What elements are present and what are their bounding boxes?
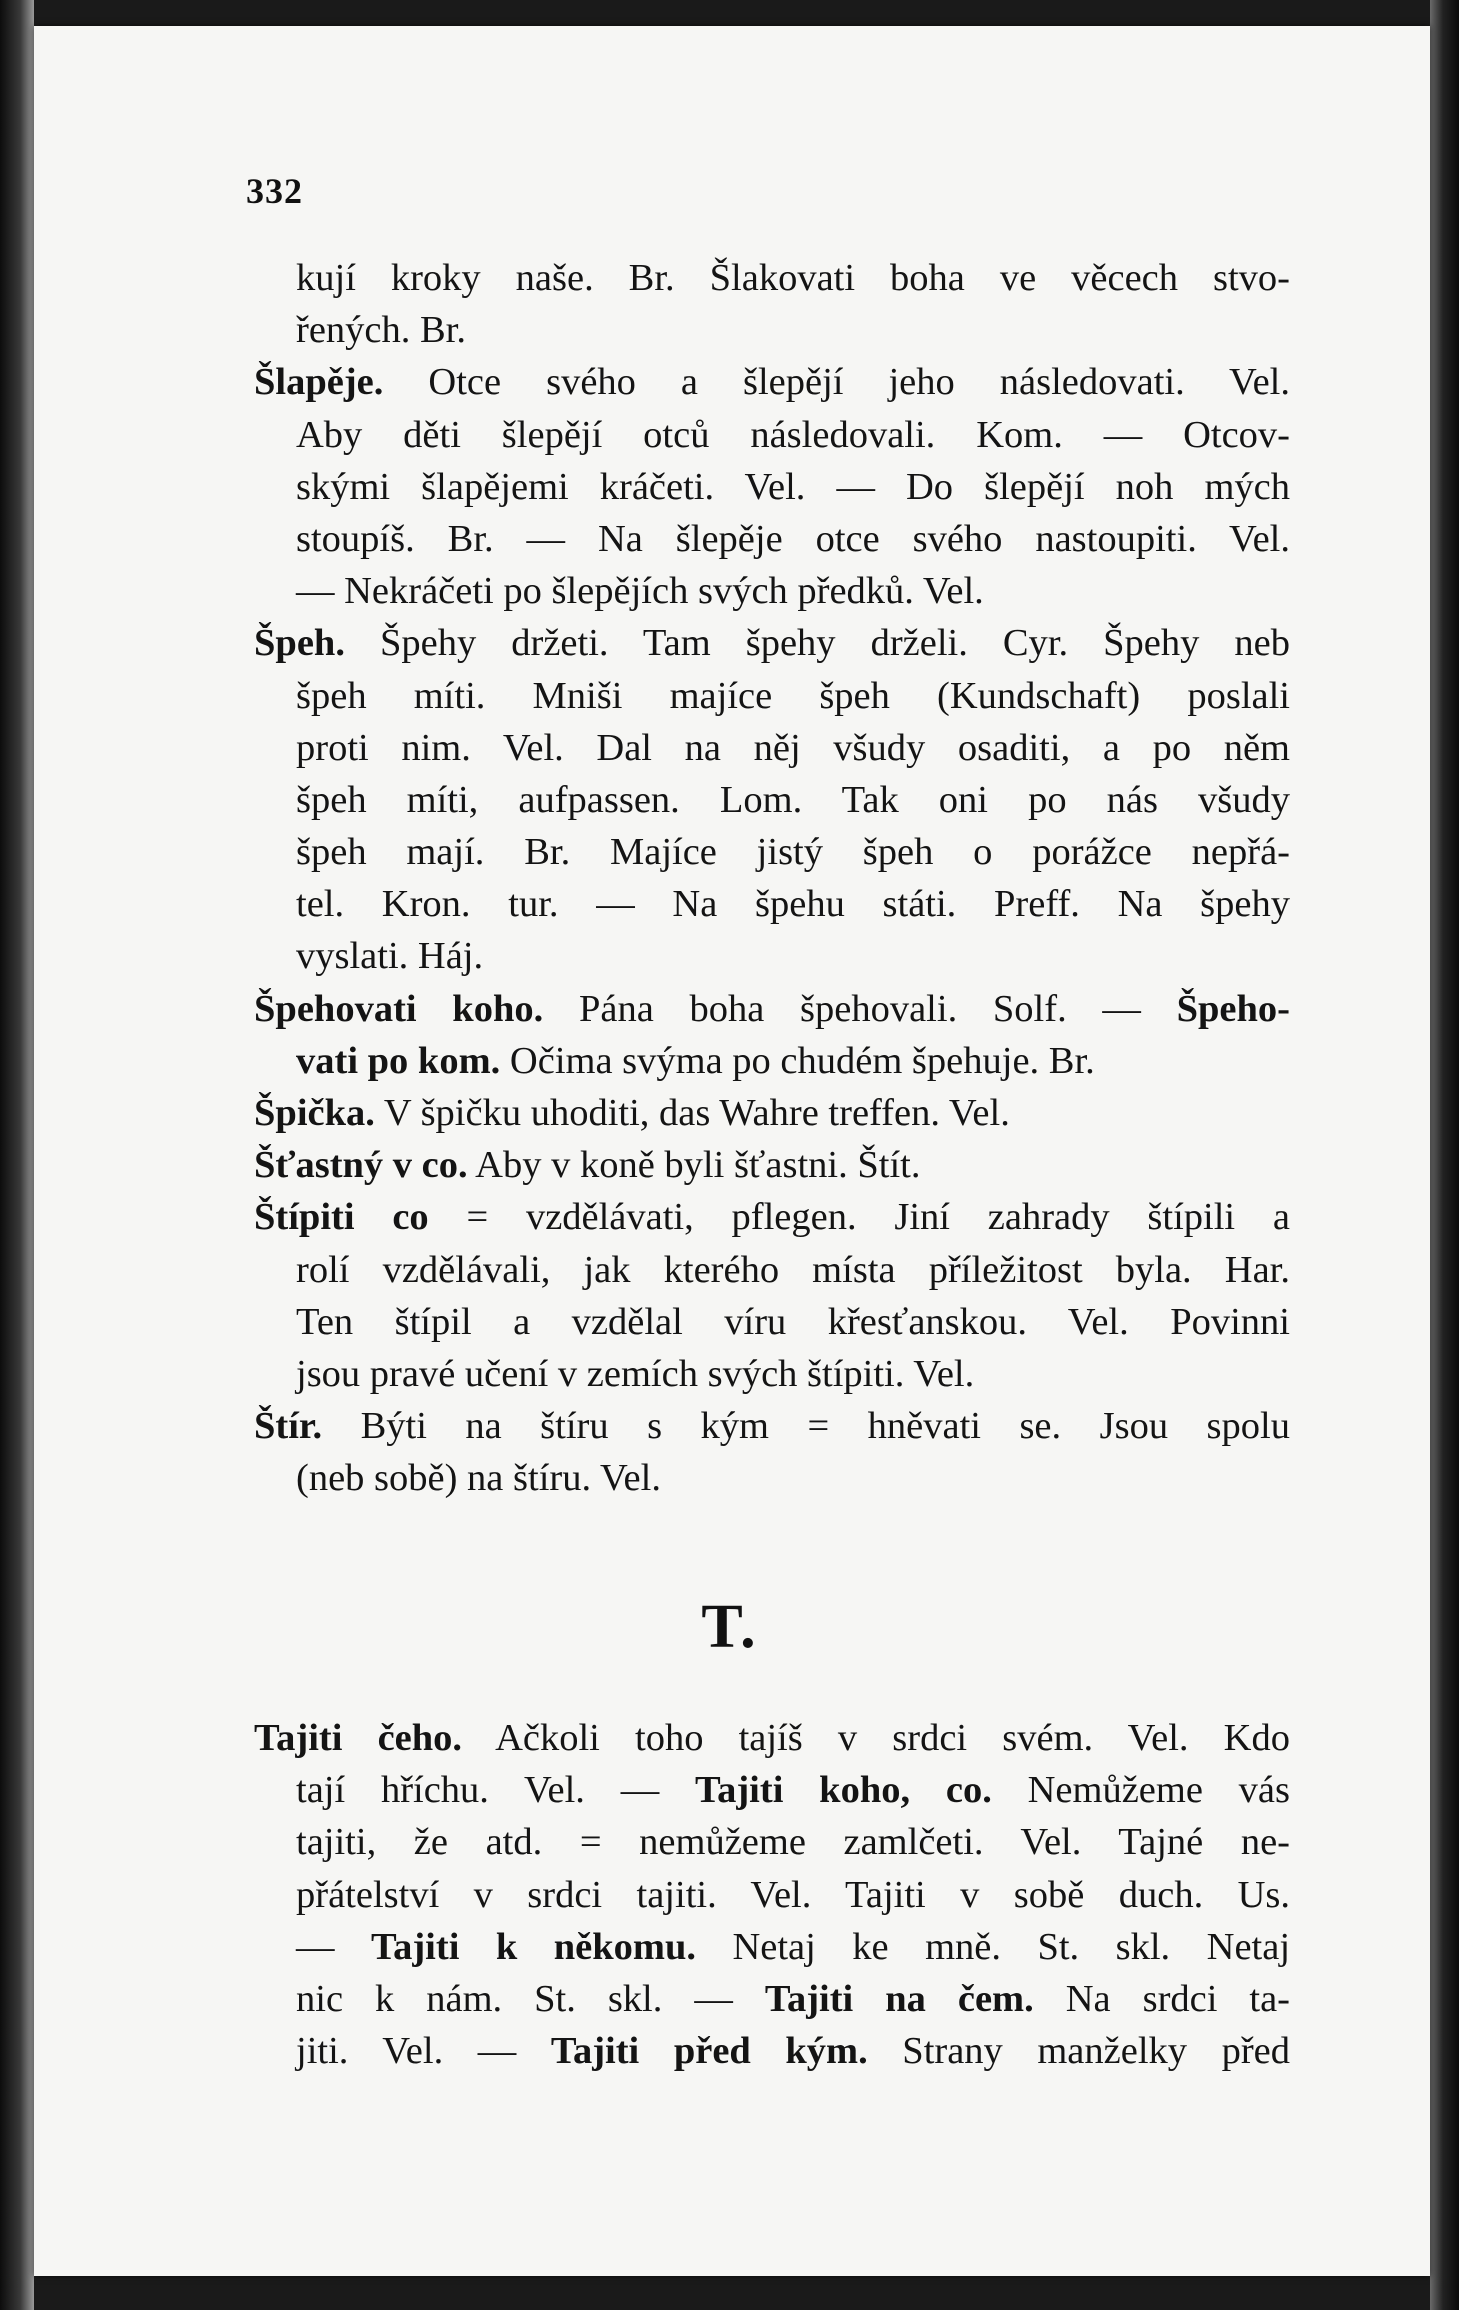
entry-text: = vzdělávati, pflegen. Jiní zahrady štípili a <box>428 1196 1290 1239</box>
entry-text: Aby v koně byli šťastni. Štít. <box>467 1144 921 1187</box>
entry-headword: Tajiti čeho. <box>254 1717 463 1759</box>
entry-headword: Špeh. <box>254 622 345 665</box>
text-line <box>254 1244 1290 1296</box>
entry-headword: Tajiti koho, co. <box>694 1769 992 1812</box>
entry-headword: Špeho- <box>1176 987 1290 1030</box>
entry-text: Nemůžeme vás <box>991 1769 1290 1812</box>
section-heading-letter: T. <box>701 1593 758 1661</box>
text-line <box>254 878 1290 930</box>
entry-text: stoupíš. Br. — Na šlepěje otce svého nastoupiti. Vel. <box>296 517 1290 560</box>
entry-text: Netaj ke mně. St. skl. Netaj <box>696 1925 1290 1968</box>
text-line <box>254 356 1290 408</box>
entry-text: Na srdci ta- <box>1033 1977 1290 2020</box>
entry-text: — Nekráčeti po šlepějích svých předků. Vel. <box>296 570 984 613</box>
text-line <box>254 565 1290 617</box>
entry-text: kují kroky naše. Br. Šlakovati boha ve věcech stvo- <box>296 257 1290 299</box>
entry-text: Aby děti šlepějí otců následovali. Kom. — Otcov- <box>296 413 1290 456</box>
scan-edge-right <box>1430 0 1459 2310</box>
text-line <box>254 513 1290 565</box>
text-line <box>254 1139 1290 1191</box>
entry-headword: Tajiti k někomu. <box>370 1925 696 1968</box>
entry-text: vyslati. Háj. <box>296 935 484 978</box>
entry-text: Ten štípil a vzdělal víru křesťanskou. Vel. Povinni <box>296 1300 1290 1343</box>
entry-headword: Špehovati koho. <box>254 987 544 1030</box>
text-line <box>254 722 1290 774</box>
entry-headword: Šťastný v co. <box>254 1144 468 1187</box>
text-line <box>254 930 1290 982</box>
entry-text: Špehy držeti. Tam špehy drželi. Cyr. Špehy neb <box>344 622 1290 665</box>
entry-text: Očima svýma po chudém špehuje. Br. <box>500 1039 1095 1082</box>
text-line <box>254 617 1290 669</box>
entry-text: V špičku uhoditi, das Wahre treffen. Vel. <box>374 1092 1010 1134</box>
text-line <box>254 1296 1290 1348</box>
entry-text: rolí vzdělávali, jak kterého místa příležitost byla. Har. <box>296 1248 1290 1291</box>
entry-text: (neb sobě) na štíru. Vel. <box>296 1457 661 1500</box>
entry-text: špeh mají. Br. Majíce jistý špeh o porážce nepřá- <box>296 831 1290 874</box>
entry-headword: vati po kom. <box>296 1039 501 1082</box>
text-line <box>254 826 1290 878</box>
text-line <box>254 1869 1290 1921</box>
text-line <box>254 1921 1290 1973</box>
text-line <box>254 983 1290 1035</box>
entry-text: špeh míti. Mniši majíce špeh (Kundschaft) poslali <box>296 674 1290 717</box>
entry-text: tajiti, že atd. = nemůžeme zamlčeti. Vel. Tajné ne- <box>296 1821 1290 1864</box>
entry-text: proti nim. Vel. Dal na něj všudy osaditi, a po něm <box>296 726 1290 769</box>
entry-text: přátelství v srdci tajiti. Vel. Tajiti v sobě duch. Us. <box>296 1873 1290 1916</box>
text-line <box>254 1712 1290 1764</box>
entry-text: skými šlapějemi kráčeti. Vel. — Do šlepějí noh mých <box>296 465 1290 508</box>
text-line <box>254 1400 1290 1452</box>
entry-text: jiti. Vel. — <box>296 2030 551 2073</box>
text-line <box>254 409 1290 461</box>
text-line <box>254 1191 1290 1243</box>
text-line <box>254 461 1290 513</box>
text-line <box>254 774 1290 826</box>
entry-text: Býti na štíru s kým = hněvati se. Jsou spolu <box>322 1405 1290 1448</box>
entry-text: špeh míti, aufpassen. Lom. Tak oni po nás všudy <box>296 778 1290 821</box>
entry-headword: Štípiti co <box>254 1196 429 1239</box>
text-line <box>254 670 1290 722</box>
entry-text: — <box>296 1925 371 1968</box>
entry-text: jsou pravé učení v zemích svých štípiti. Vel. <box>296 1352 975 1395</box>
text-line <box>254 1816 1290 1868</box>
entry-text: tají hříchu. Vel. — <box>296 1769 695 1812</box>
text-line <box>254 2025 1290 2077</box>
entry-headword: Šlapěje. <box>254 361 384 404</box>
scan-edge-left <box>0 0 34 2310</box>
entry-text: Pána boha špehovali. Solf. — <box>543 987 1177 1030</box>
text-line <box>254 1452 1290 1504</box>
entry-text: Strany manželky před <box>867 2030 1290 2073</box>
text-line <box>254 304 1290 356</box>
text-line <box>254 252 1290 304</box>
entry-text: řených. Br. <box>296 309 466 352</box>
entry-text: tel. Kron. tur. — Na špehu státi. Preff. Na špehy <box>296 883 1290 926</box>
text-line <box>254 1973 1290 2025</box>
dictionary-entries-s <box>254 252 1290 1505</box>
entry-headword: Špička. <box>254 1092 375 1134</box>
text-line <box>254 1087 1290 1139</box>
entry-headword: Tajiti na čem. <box>764 1977 1034 2020</box>
entry-text: Otce svého a šlepějí jeho následovati. Vel. <box>383 361 1290 404</box>
text-line <box>254 1035 1290 1087</box>
dictionary-entries-t <box>254 1712 1290 2077</box>
entry-text: Ačkoli toho tajíš v srdci svém. Vel. Kdo <box>462 1717 1290 1759</box>
entry-text: nic k nám. St. skl. — <box>296 1977 765 2020</box>
entry-headword: Štír. <box>254 1405 323 1448</box>
page-number: 332 <box>246 171 303 211</box>
text-line <box>254 1764 1290 1816</box>
entry-headword: Tajiti před kým. <box>550 2030 868 2073</box>
text-line <box>254 1348 1290 1400</box>
